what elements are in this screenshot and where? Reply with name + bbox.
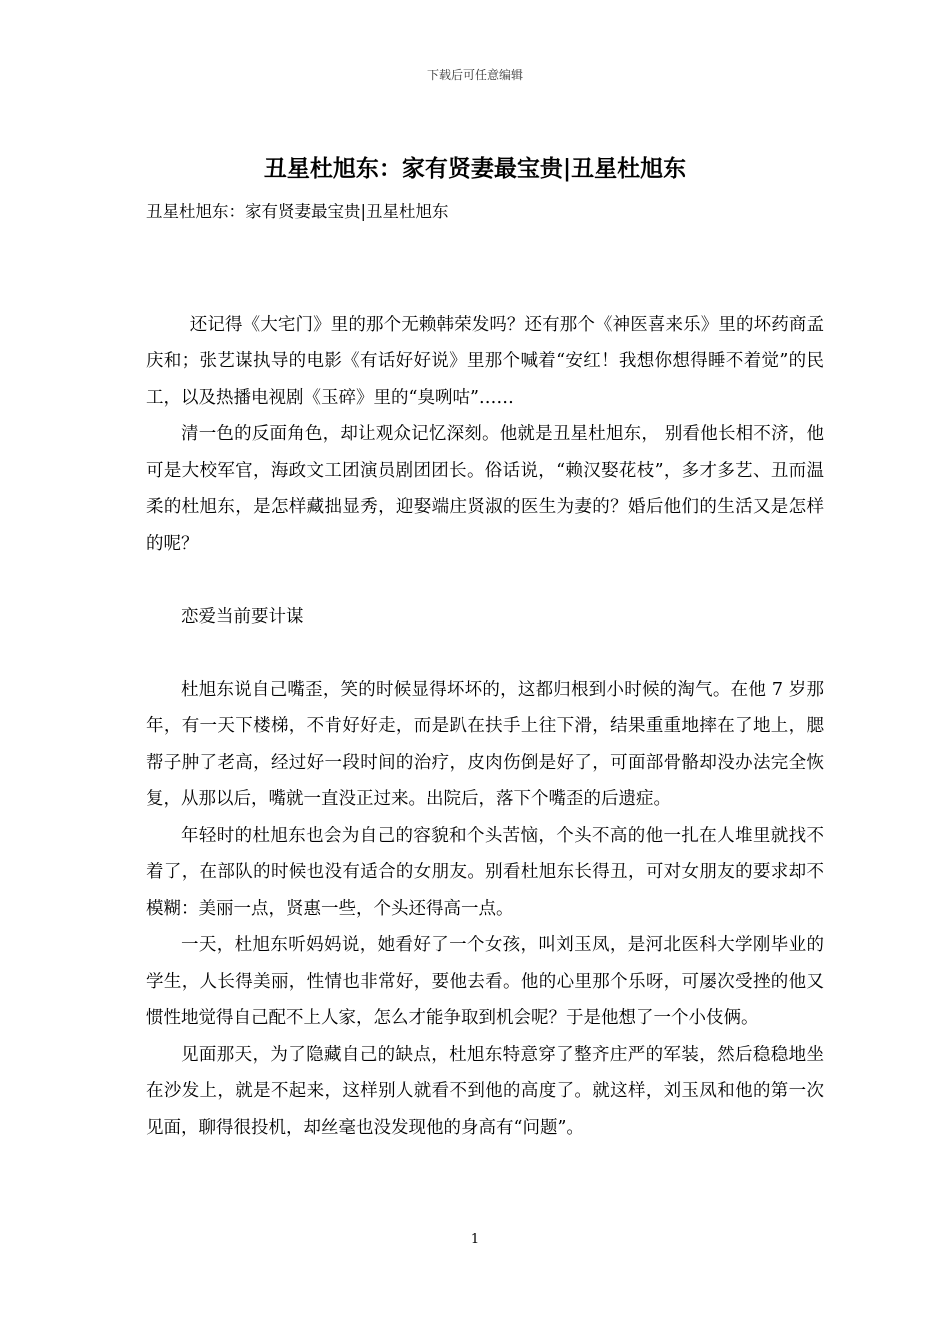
blank-line — [146, 562, 824, 599]
page-number: 1 — [470, 1232, 480, 1247]
paragraph-roles: 清一色的反面角色，却让观众记忆深刻。他就是丑星杜旭东， 别看他长相不济，他可是大校军官，海政文工团演员剧团团长。俗话说，“赖汉娶花枝”，多才多艺、丑而温柔的杜旭东，是怎样藏拙显秀，迎娶端庄贤淑的医生为妻的？婚后他们的生活又是怎样的呢？ — [146, 424, 824, 554]
paragraph-first-meeting: 见面那天，为了隐藏自己的缺点，杜旭东特意穿了整齐庄严的军装，然后稳稳地坐在沙发上，就是不起来，这样别人就看不到他的高度了。就这样，刘玉凤和他的第一次见面，聊得很投机，却丝毫也没发现他的身高有“问题”。 — [146, 1044, 824, 1138]
blank-line — [146, 270, 824, 307]
paragraph-introduction: 一天，杜旭东听妈妈说，她看好了一个女孩，叫刘玉凤，是河北医科大学刚毕业的学生，人长得美丽，性情也非常好，要他去看。他的心里那个乐呀，可屡次受挫的他又惯性地觉得自己配不上人家，怎么才能争取到机会呢？于是他想了一个小伎俩。 — [146, 935, 824, 1028]
blank-line — [146, 635, 824, 672]
document-subtitle: 丑星杜旭东：家有贤妻最宝贵|丑星杜旭东 — [146, 202, 449, 221]
paragraph-childhood: 杜旭东说自己嘴歪，笑的时候显得坏坏的，这都归根到小时候的淘气。在他 7 岁那年，有一天下楼梯，不肯好好走，而是趴在扶手上往下滑，结果重重地摔在了地上，腮帮子肿了老高，经过好一段时间的治疗，皮肉伤倒是好了，可面部骨骼却没办法完全恢复，从那以后，嘴就一直没正过来。出院后，落下个嘴歪的后遗症。 — [146, 679, 824, 809]
document-body — [146, 270, 824, 1146]
section-heading: 恋爱当前要计谋 — [181, 606, 304, 627]
header-note: 下载后可任意编辑 — [426, 68, 523, 82]
document-title: 丑星杜旭东：家有贤妻最宝贵|丑星杜旭东 — [263, 155, 687, 182]
paragraph-intro: 还记得《大宅门》里的那个无赖韩荣发吗？还有那个《神医喜来乐》里的坏药商孟庆和；张艺谋执导的电影《有话好好说》里那个喊着“安红！我想你想得睡不着觉”的民工，以及热播电视剧《玉碎》里的“臭咧咕”…… — [146, 314, 824, 408]
paragraph-youth: 年轻时的杜旭东也会为自己的容貌和个头苦恼，个头不高的他一扎在人堆里就找不着了，在部队的时候也没有适合的女朋友。别看杜旭东长得丑，可对女朋友的要求却不模糊：美丽一点，贤惠一些，个头还得高一点。 — [146, 825, 824, 919]
